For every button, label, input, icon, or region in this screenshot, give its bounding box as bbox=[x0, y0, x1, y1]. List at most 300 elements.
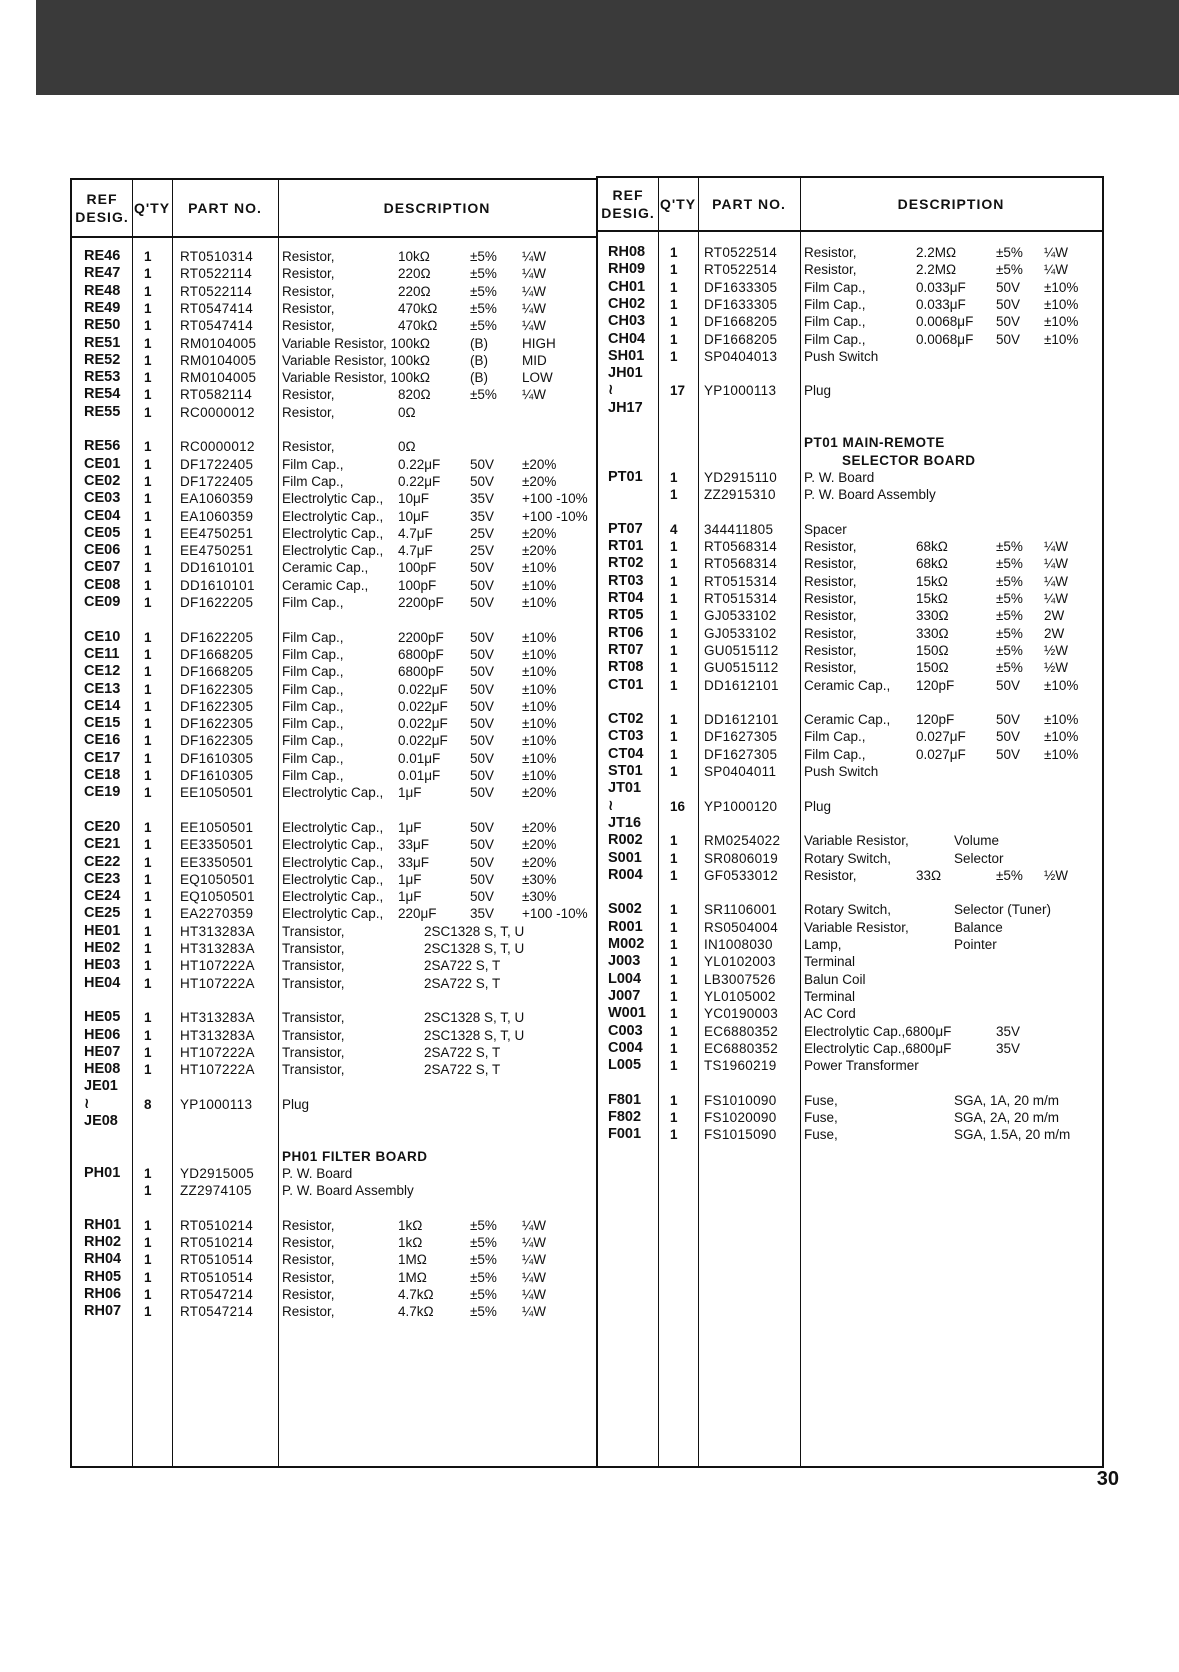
part-number: RT0510214 bbox=[180, 1235, 254, 1251]
description: Resistor, bbox=[282, 1287, 335, 1302]
part-number: HT107222A bbox=[180, 975, 255, 991]
rating: ¼W bbox=[522, 1235, 547, 1251]
quantity: 1 bbox=[670, 245, 678, 260]
tolerance: ±5% bbox=[996, 660, 1023, 676]
table-row bbox=[72, 1217, 596, 1234]
description: Resistor, bbox=[804, 660, 857, 676]
description: Resistor, bbox=[804, 245, 857, 260]
ref-designator: C004 bbox=[608, 1039, 643, 1056]
quantity: 1 bbox=[144, 543, 152, 559]
quantity: 16 bbox=[670, 798, 686, 814]
ref-designator: HE08 bbox=[84, 1061, 121, 1078]
ref-designator: J003 bbox=[608, 953, 641, 970]
quantity: 1 bbox=[670, 850, 678, 866]
description: Ceramic Cap., bbox=[282, 560, 369, 576]
part-number: RM0254022 bbox=[704, 833, 781, 849]
part-number: RT0510214 bbox=[180, 1217, 254, 1233]
rating: LOW bbox=[522, 370, 553, 386]
ref-designator: CE05 bbox=[84, 524, 121, 541]
ref-designator: HE01 bbox=[84, 922, 121, 939]
part-number: EA1060359 bbox=[180, 491, 254, 507]
description: Film Cap., bbox=[282, 698, 344, 714]
tolerance: (B) bbox=[470, 370, 488, 386]
description: Resistor, bbox=[804, 625, 857, 641]
tolerance: 50V bbox=[470, 646, 495, 662]
tolerance: 50V bbox=[996, 729, 1021, 745]
rating: ¼W bbox=[522, 1304, 547, 1320]
table-row bbox=[72, 767, 596, 784]
description: Film Cap., bbox=[282, 681, 344, 697]
description: Transistor, bbox=[282, 941, 345, 956]
value: 0.022μF bbox=[398, 733, 448, 749]
ref-designator: CE11 bbox=[84, 645, 120, 662]
quantity: 1 bbox=[144, 716, 152, 732]
part-number: DF1610305 bbox=[180, 750, 254, 766]
part-number: RT0547214 bbox=[180, 1304, 254, 1320]
table-row bbox=[598, 573, 1102, 590]
ref-designator: CE22 bbox=[84, 853, 121, 870]
quantity: 1 bbox=[144, 1269, 152, 1285]
ref-designator: M002 bbox=[608, 936, 645, 952]
description: Film Cap., bbox=[282, 716, 344, 732]
tolerance: 50V bbox=[470, 595, 495, 610]
ref-designator: CE06 bbox=[84, 542, 121, 559]
value: 820Ω bbox=[398, 387, 431, 403]
table-row bbox=[598, 521, 1102, 538]
spec: SGA, 1A, 20 m/m bbox=[954, 1092, 1060, 1108]
rating: ¼W bbox=[522, 283, 547, 299]
ref-designator: RT06 bbox=[608, 624, 644, 641]
quantity: 1 bbox=[144, 750, 152, 766]
value: 1μF bbox=[398, 785, 422, 801]
quantity: 1 bbox=[670, 677, 678, 693]
quantity: 1 bbox=[670, 919, 678, 935]
spec: 2SA722 S, T bbox=[424, 975, 501, 991]
table-row bbox=[72, 888, 596, 905]
tolerance: (B) bbox=[470, 352, 488, 368]
quantity: 1 bbox=[670, 539, 678, 555]
rating: ¼W bbox=[522, 300, 547, 316]
quantity: 1 bbox=[670, 937, 678, 952]
ref-designator: JE01 bbox=[84, 1078, 118, 1095]
value: 33Ω bbox=[916, 867, 942, 883]
table-row bbox=[598, 625, 1102, 642]
page-number: 30 bbox=[1096, 1468, 1119, 1490]
value: 2200pF bbox=[398, 629, 444, 645]
rating: ±10% bbox=[1044, 331, 1079, 347]
description: Transistor, bbox=[282, 1010, 345, 1026]
ref-designator: PT01 bbox=[608, 468, 643, 485]
table-row bbox=[598, 400, 1102, 417]
quantity: 1 bbox=[670, 469, 678, 485]
description: Transistor, bbox=[282, 923, 345, 939]
ref-designator: RH02 bbox=[84, 1234, 122, 1251]
ref-designator: CE21 bbox=[84, 836, 121, 853]
value: 4.7μF bbox=[398, 525, 433, 541]
ref-designator: J007 bbox=[608, 987, 641, 1004]
quantity: 1 bbox=[144, 318, 152, 334]
rating: ±10% bbox=[522, 664, 557, 680]
tolerance: 50V bbox=[470, 819, 495, 835]
quantity: 1 bbox=[670, 625, 678, 641]
value: 100pF bbox=[398, 577, 437, 593]
quantity: 1 bbox=[670, 591, 678, 606]
ref-designator: S001 bbox=[608, 849, 642, 866]
part-number: RT0547414 bbox=[180, 300, 254, 316]
description: Variable Resistor, bbox=[804, 919, 909, 935]
value: 0.027μF bbox=[916, 746, 966, 762]
spec: 2SC1328 S, T, U bbox=[424, 923, 525, 939]
table-row bbox=[598, 798, 1102, 815]
quantity: 1 bbox=[670, 729, 678, 745]
part-number: DF1627305 bbox=[704, 729, 778, 745]
description: Push Switch bbox=[804, 348, 879, 364]
ref-designator: RH05 bbox=[84, 1268, 122, 1285]
description: Transistor, bbox=[282, 1062, 345, 1078]
part-number: RT0522514 bbox=[704, 262, 778, 278]
rating: HIGH bbox=[522, 335, 556, 351]
description: Electrolytic Cap., bbox=[282, 543, 384, 559]
table-row bbox=[598, 486, 1102, 503]
description: Resistor, bbox=[804, 642, 857, 658]
rating: ±20% bbox=[522, 456, 557, 472]
ref-designator: RT07 bbox=[608, 641, 644, 658]
quantity: 1 bbox=[144, 733, 152, 749]
part-number: YP1000113 bbox=[180, 1096, 253, 1112]
description: Resistor, bbox=[804, 867, 857, 883]
part-number: HT313283A bbox=[180, 1010, 255, 1026]
rating: ±20% bbox=[522, 525, 557, 541]
part-number: DD1612101 bbox=[704, 712, 779, 728]
description: Electrolytic Cap., bbox=[282, 906, 384, 922]
part-number: DD1612101 bbox=[704, 677, 779, 693]
part-number: RT0510514 bbox=[180, 1252, 254, 1268]
table-row bbox=[72, 663, 596, 680]
part-number: FS1010090 bbox=[704, 1092, 777, 1108]
header-description: DESCRIPTION bbox=[383, 200, 491, 216]
tolerance: ±5% bbox=[470, 283, 497, 299]
section-title: PH01 FILTER BOARD bbox=[282, 1148, 428, 1164]
rating: ±10% bbox=[522, 733, 557, 749]
ref-designator: CE16 bbox=[84, 732, 121, 749]
rating: ¼W bbox=[522, 266, 547, 282]
value: 15kΩ bbox=[916, 591, 948, 606]
description: Film Cap., bbox=[282, 664, 344, 680]
ref-designator: RE54 bbox=[84, 386, 121, 403]
table-row bbox=[598, 607, 1102, 624]
value: 1μF bbox=[398, 871, 422, 887]
table-row bbox=[598, 1005, 1102, 1022]
part-number: DF1668205 bbox=[704, 314, 778, 330]
value: 10μF bbox=[398, 491, 430, 507]
quantity: 1 bbox=[670, 314, 678, 330]
table-row bbox=[598, 919, 1102, 936]
quantity: 1 bbox=[670, 867, 678, 883]
description: Electrolytic Cap., bbox=[282, 871, 384, 887]
value: 6800pF bbox=[398, 646, 444, 662]
tolerance: 50V bbox=[470, 698, 495, 714]
table-row bbox=[598, 746, 1102, 763]
quantity: 1 bbox=[670, 712, 678, 728]
part-number: DF1627305 bbox=[704, 746, 778, 762]
description: Resistor, bbox=[804, 608, 857, 624]
ref-designator: CE19 bbox=[84, 784, 121, 801]
table-row bbox=[72, 456, 596, 473]
description: Film Cap., bbox=[282, 473, 344, 489]
ref-designator: JH17 bbox=[608, 399, 643, 416]
value: 330Ω bbox=[916, 625, 949, 641]
part-number: DF1622305 bbox=[180, 716, 254, 732]
tolerance: 35V bbox=[470, 508, 495, 524]
spec: 2SA722 S, T bbox=[424, 1062, 501, 1078]
quantity: 1 bbox=[670, 1006, 678, 1022]
tolerance: ±5% bbox=[996, 625, 1023, 641]
ref-designator: CE15 bbox=[84, 715, 121, 732]
part-number: DD1610101 bbox=[180, 560, 255, 576]
value: 33μF bbox=[398, 854, 430, 870]
quantity: 1 bbox=[670, 971, 678, 987]
tolerance: ±5% bbox=[996, 867, 1023, 883]
ref-designator: RT08 bbox=[608, 659, 644, 676]
ref-designator: RE56 bbox=[84, 438, 121, 455]
table-row bbox=[72, 819, 596, 836]
table-row bbox=[72, 473, 596, 490]
rating: ¼W bbox=[522, 1252, 547, 1268]
table-row bbox=[72, 369, 596, 386]
description: Resistor, bbox=[282, 266, 335, 282]
table-row bbox=[598, 296, 1102, 313]
description: Variable Resistor, 100kΩ bbox=[282, 335, 430, 351]
header-part-no: PART NO. bbox=[188, 200, 262, 216]
description: Resistor, bbox=[282, 1235, 335, 1251]
tolerance: ±5% bbox=[470, 266, 497, 282]
table-row bbox=[72, 525, 596, 542]
ref-designator: CE20 bbox=[84, 818, 121, 835]
spec: Selector (Tuner) bbox=[954, 902, 1052, 918]
tolerance: ±5% bbox=[470, 1304, 497, 1320]
part-number: DF1610305 bbox=[180, 768, 254, 783]
description: Resistor, bbox=[282, 404, 335, 420]
description: Film Cap., bbox=[804, 729, 866, 745]
quantity: 1 bbox=[144, 352, 152, 368]
rating: ±10% bbox=[1044, 712, 1079, 728]
tolerance: ±5% bbox=[470, 1217, 497, 1233]
part-number: EQ1050501 bbox=[180, 889, 255, 905]
table-row bbox=[72, 1234, 596, 1251]
value: 0Ω bbox=[398, 439, 416, 455]
quantity: 1 bbox=[144, 370, 152, 386]
table-row bbox=[72, 1251, 596, 1268]
quantity: 1 bbox=[144, 664, 152, 680]
table-row bbox=[598, 1126, 1102, 1143]
description: Electrolytic Cap.,6800μF bbox=[804, 1023, 952, 1039]
quantity: 1 bbox=[670, 833, 678, 849]
ref-designator: HE06 bbox=[84, 1026, 121, 1043]
part-number: EE3350501 bbox=[180, 854, 254, 870]
description: Resistor, bbox=[804, 539, 857, 555]
tolerance: 50V bbox=[996, 677, 1021, 693]
description: Ceramic Cap., bbox=[804, 677, 891, 693]
table-row bbox=[72, 957, 596, 974]
tolerance: ±5% bbox=[470, 387, 497, 403]
parts-table-right bbox=[596, 176, 1104, 1468]
description: Transistor, bbox=[282, 1044, 345, 1060]
quantity: 1 bbox=[670, 1023, 678, 1039]
ref-designator: W001 bbox=[608, 1005, 646, 1022]
table-row bbox=[72, 1061, 596, 1078]
value: 1kΩ bbox=[398, 1235, 423, 1251]
value: 4.7kΩ bbox=[398, 1304, 434, 1320]
value: 68kΩ bbox=[916, 539, 948, 555]
value: 0.022μF bbox=[398, 716, 448, 732]
ref-designator: RE50 bbox=[84, 317, 121, 334]
part-number: RT0522514 bbox=[704, 245, 778, 260]
ref-designator: RT02 bbox=[608, 555, 644, 572]
table-row bbox=[598, 1057, 1102, 1074]
part-number: GF0533012 bbox=[704, 867, 779, 883]
table-row bbox=[72, 905, 596, 922]
ref-designator: ≀ bbox=[608, 382, 614, 399]
tolerance: ±5% bbox=[470, 249, 497, 264]
part-number: RM0104005 bbox=[180, 370, 257, 386]
description: Fuse, bbox=[804, 1092, 838, 1108]
header-ref: REF DESIG. bbox=[601, 187, 655, 221]
ref-designator: CE25 bbox=[84, 905, 121, 922]
rating: ¼W bbox=[522, 1269, 547, 1285]
ref-designator: ≀ bbox=[84, 1095, 90, 1112]
table-row bbox=[72, 404, 596, 421]
value: 220Ω bbox=[398, 283, 431, 299]
rating: ½W bbox=[1044, 867, 1069, 883]
quantity: 1 bbox=[144, 473, 152, 489]
table-row bbox=[72, 646, 596, 663]
ref-designator: CH03 bbox=[608, 313, 646, 330]
ref-designator: CE04 bbox=[84, 507, 121, 524]
value: 120pF bbox=[916, 677, 955, 693]
rating: ½W bbox=[1044, 660, 1069, 676]
table-row bbox=[72, 715, 596, 732]
description: Resistor, bbox=[282, 439, 335, 455]
table-row bbox=[72, 335, 596, 352]
quantity: 1 bbox=[144, 560, 152, 576]
header-qty: Q'TY bbox=[133, 200, 171, 216]
ref-designator: F001 bbox=[608, 1126, 642, 1143]
part-number: GU0515112 bbox=[704, 660, 779, 676]
description: Film Cap., bbox=[282, 629, 344, 645]
quantity: 1 bbox=[144, 1287, 152, 1302]
quantity: 1 bbox=[144, 508, 152, 524]
table-row bbox=[72, 784, 596, 801]
tolerance: 50V bbox=[470, 854, 495, 870]
part-number: DF1722405 bbox=[180, 456, 254, 472]
table-header bbox=[72, 180, 596, 238]
tolerance: ±5% bbox=[470, 300, 497, 316]
ref-designator: L005 bbox=[608, 1057, 642, 1074]
table-row bbox=[598, 1040, 1102, 1057]
tolerance: 50V bbox=[996, 279, 1021, 295]
description: Plug bbox=[282, 1096, 310, 1112]
ref-designator: CH02 bbox=[608, 295, 646, 312]
part-number: LB3007526 bbox=[704, 971, 776, 987]
ref-designator: JT01 bbox=[608, 780, 642, 797]
tolerance: 50V bbox=[470, 785, 495, 801]
table-row bbox=[598, 348, 1102, 365]
description: Electrolytic Cap., bbox=[282, 819, 384, 835]
quantity: 1 bbox=[670, 1058, 678, 1074]
description: Transistor, bbox=[282, 1027, 345, 1043]
part-number: SP0404013 bbox=[704, 348, 778, 364]
value: 1MΩ bbox=[398, 1252, 427, 1268]
ref-designator: PH01 bbox=[84, 1164, 121, 1181]
section-title: SELECTOR BOARD bbox=[842, 452, 976, 468]
section-title: PT01 MAIN-REMOTE bbox=[804, 435, 945, 451]
part-number: YD2915005 bbox=[180, 1165, 255, 1181]
quantity: 1 bbox=[670, 556, 678, 572]
quantity: 17 bbox=[670, 383, 686, 399]
tolerance: 50V bbox=[470, 716, 495, 732]
ref-designator: L004 bbox=[608, 970, 642, 987]
quantity: 1 bbox=[144, 525, 152, 541]
tolerance: ±5% bbox=[996, 245, 1023, 260]
description: Spacer bbox=[804, 521, 847, 537]
quantity: 1 bbox=[144, 283, 152, 299]
ref-designator: RT03 bbox=[608, 572, 644, 589]
rating: ¼W bbox=[1044, 556, 1069, 572]
part-number: HT313283A bbox=[180, 923, 255, 939]
tolerance: 50V bbox=[470, 560, 495, 576]
description: Variable Resistor, bbox=[804, 833, 909, 849]
table-row bbox=[598, 850, 1102, 867]
table-row bbox=[72, 1165, 596, 1182]
value: 4.7kΩ bbox=[398, 1287, 434, 1302]
table-header bbox=[598, 178, 1102, 232]
table-row bbox=[72, 352, 596, 369]
quantity: 1 bbox=[670, 642, 678, 658]
table-row bbox=[72, 1078, 596, 1095]
header-qty: Q'TY bbox=[659, 196, 697, 212]
rating: +100 -10% bbox=[522, 906, 588, 922]
description: P. W. Board Assembly bbox=[282, 1183, 414, 1199]
quantity: 1 bbox=[144, 1235, 152, 1251]
part-number: EC6880352 bbox=[704, 1023, 779, 1039]
part-number: EQ1050501 bbox=[180, 871, 255, 887]
ref-designator: CH04 bbox=[608, 330, 646, 347]
table-row bbox=[72, 871, 596, 888]
ref-designator: CE24 bbox=[84, 888, 121, 905]
quantity: 1 bbox=[670, 487, 678, 503]
part-number: DD1610101 bbox=[180, 577, 255, 593]
table-row bbox=[598, 659, 1102, 676]
ref-designator: HE03 bbox=[84, 957, 121, 974]
quantity: 1 bbox=[670, 746, 678, 762]
tolerance: 50V bbox=[996, 331, 1021, 347]
ref-designator: R004 bbox=[608, 866, 643, 883]
rating: ¼W bbox=[522, 1217, 547, 1233]
value: 15kΩ bbox=[916, 573, 948, 589]
table-row bbox=[72, 490, 596, 507]
description: Balun Coil bbox=[804, 971, 866, 987]
quantity: 1 bbox=[144, 1165, 152, 1181]
value: 6800pF bbox=[398, 664, 444, 680]
value: 0.022μF bbox=[398, 681, 448, 697]
description: Electrolytic Cap., bbox=[282, 525, 384, 541]
quantity: 1 bbox=[144, 941, 152, 956]
part-number: GJ0533102 bbox=[704, 625, 777, 641]
table-row bbox=[72, 594, 596, 611]
quantity: 1 bbox=[670, 660, 678, 676]
part-number: DF1722405 bbox=[180, 473, 254, 489]
table-row bbox=[72, 300, 596, 317]
